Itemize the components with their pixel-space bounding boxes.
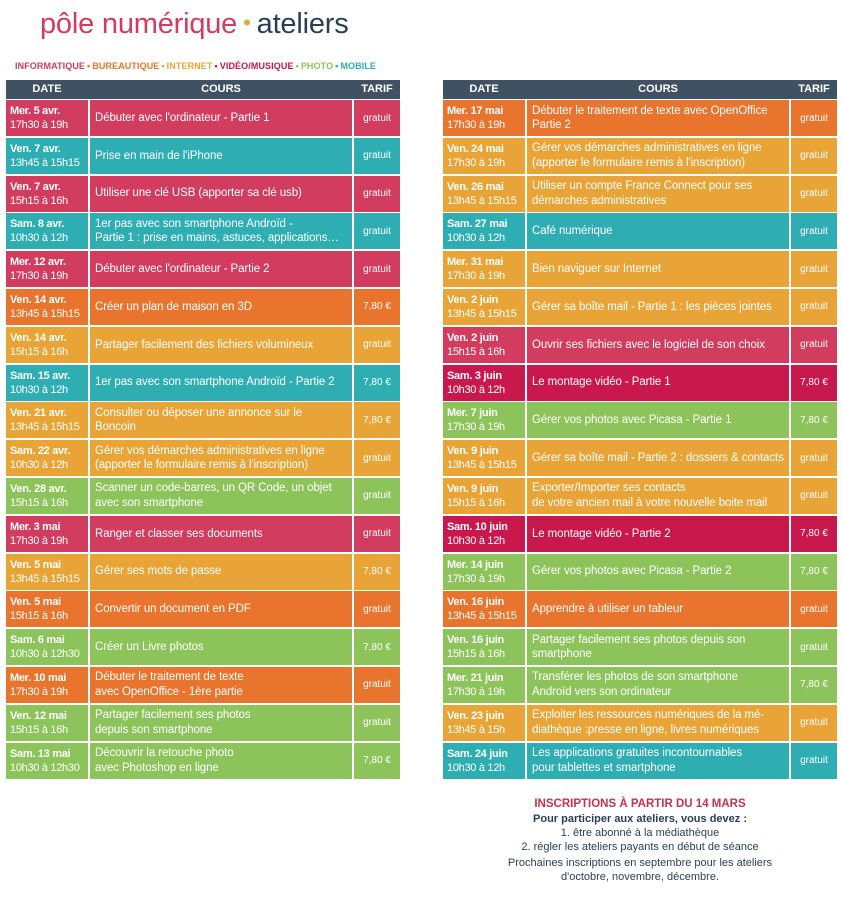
table-row (443, 176, 837, 212)
session-time: 13h45 à 15h15 (447, 307, 517, 320)
session-time: 15h15 à 16h (447, 648, 505, 661)
course-cell: Gérer vos photos avec Picasa - Partie 2 (527, 554, 789, 590)
date-cell (6, 289, 88, 325)
session-time: 17h30 à 19h (10, 534, 68, 547)
price-cell: gratuit (791, 629, 837, 665)
session-day: Ven. 9 juin (447, 445, 499, 458)
price-cell: gratuit (791, 176, 837, 212)
session-day: Ven. 9 juin (447, 482, 499, 495)
course-cell: Débuter avec l'ordinateur - Partie 1 (90, 100, 352, 136)
session-day: Ven. 16 juin (447, 596, 504, 609)
date-cell (6, 667, 88, 703)
date-cell (443, 516, 525, 552)
session-time: 13h45 à 15h15 (10, 156, 80, 169)
course-cell: Ouvrir ses fichiers avec le logiciel de son choix (527, 327, 789, 363)
session-time: 17h30 à 19h (10, 119, 68, 131)
date-cell (443, 213, 525, 249)
date-cell (6, 629, 88, 665)
table-row (6, 705, 400, 741)
registration-step: 2. régler les ateliers payants en début de séance (521, 841, 759, 853)
date-cell (443, 100, 525, 136)
price-cell: 7,80 € (791, 365, 837, 401)
price-cell: gratuit (354, 478, 400, 514)
price-cell: 7,80 € (354, 743, 400, 779)
price-cell: gratuit (791, 743, 837, 779)
session-time: 15h15 à 16h (447, 496, 505, 509)
price-cell: gratuit (354, 516, 400, 552)
session-day: Mer. 7 juin (447, 407, 498, 420)
date-cell (443, 365, 525, 401)
table-row (6, 629, 400, 665)
course-cell: Les applications gratuites incontournables pour tablettes et smartphone (527, 743, 789, 779)
course-cell: Gérer vos démarches administratives en ligne (apporter le formulaire remis à l'inscription) (527, 138, 789, 174)
session-time: 10h30 à 12h (10, 459, 68, 472)
session-day: Ven. 14 avr. (10, 293, 67, 306)
date-cell (6, 213, 88, 249)
session-day: Sam. 24 juin (447, 747, 508, 760)
session-day: Mer. 5 avr. (10, 105, 60, 117)
price-cell: gratuit (791, 213, 837, 249)
header-date: DATE (469, 83, 499, 95)
price-cell: gratuit (791, 289, 837, 325)
price-cell: gratuit (354, 251, 400, 287)
table-row (443, 629, 837, 665)
course-cell: Consulter ou déposer une annonce sur le Boncoin (90, 402, 352, 438)
session-day: Ven. 14 avr. (10, 331, 67, 344)
registration-step: 1. être abonné à la médiathèque (560, 827, 720, 839)
date-cell (6, 251, 88, 287)
table-row (443, 251, 837, 287)
session-day: Sam. 22 avr. (10, 445, 71, 458)
date-cell (6, 100, 88, 136)
session-day: Sam. 13 mai (10, 747, 71, 760)
session-day: Mer. 12 avr. (10, 256, 66, 269)
price-cell: 7,80 € (354, 629, 400, 665)
session-time: 17h30 à 19h (447, 119, 505, 131)
next-registration-note: Prochaines inscriptions en septembre pour les ateliers d'octobre, novembre, décembre. (507, 857, 773, 883)
date-cell (6, 176, 88, 212)
header-date: DATE (32, 83, 62, 95)
course-cell: Transférer les photos de son smartphone Androïd vers son ordinateur (527, 667, 789, 703)
date-cell (6, 516, 88, 552)
legend-category: INFORMATIQUE (15, 61, 86, 71)
session-time: 17h30 à 19h (447, 156, 505, 169)
date-cell (443, 440, 525, 476)
header-price: TARIF (361, 83, 393, 95)
date-cell (443, 591, 525, 627)
session-day: Ven. 28 avr. (10, 482, 67, 495)
session-day: Ven. 5 mai (10, 596, 61, 609)
course-cell: Bien naviguer sur Internet (527, 251, 789, 287)
session-day: Mer. 31 mai (447, 256, 504, 269)
course-cell: Gérer vos démarches administratives en ligne (apporter le formulaire remis à l'inscription) (90, 440, 352, 476)
table-row (443, 516, 837, 552)
session-time: 13h45 à 15h15 (447, 459, 517, 472)
session-time: 10h30 à 12h (447, 232, 505, 245)
course-cell: Créer un plan de maison en 3D (90, 289, 352, 325)
session-time: 15h15 à 16h (10, 194, 68, 207)
price-cell: 7,80 € (354, 402, 400, 438)
session-day: Ven. 23 juin (447, 709, 504, 722)
date-cell (443, 629, 525, 665)
date-cell (443, 138, 525, 174)
table-row (6, 591, 400, 627)
session-time: 17h30 à 19h (10, 270, 68, 283)
price-cell: gratuit (354, 667, 400, 703)
date-cell (6, 402, 88, 438)
session-time: 10h30 à 12h30 (10, 648, 80, 661)
date-cell (443, 402, 525, 438)
legend-separator: • (87, 61, 91, 71)
page-title (40, 6, 349, 44)
session-time: 10h30 à 12h (447, 383, 505, 396)
table-row (6, 516, 400, 552)
session-time: 13h45 à 15h15 (10, 307, 80, 320)
session-time: 15h15 à 16h (10, 345, 68, 358)
session-day: Mer. 14 juin (447, 558, 504, 571)
course-cell: Apprendre à utiliser un tableur (527, 591, 789, 627)
session-day: Ven. 26 mai (447, 180, 504, 193)
session-time: 17h30 à 19h (447, 685, 505, 698)
price-cell: 7,80 € (354, 289, 400, 325)
course-cell: Exploiter les ressources numériques de la mé- diathèque :presse en ligne, livres numériques (527, 705, 789, 741)
session-time: 13h45 à 15h (447, 723, 505, 736)
legend-category: INTERNET (166, 61, 213, 71)
date-cell (443, 667, 525, 703)
course-cell: Utiliser un compte France Connect pour ses démarches administratives (527, 176, 789, 212)
course-cell: Gérer vos photos avec Picasa - Partie 1 (527, 402, 789, 438)
header-course: COURS (638, 83, 678, 95)
date-cell (6, 554, 88, 590)
course-cell: Gérer sa boîte mail - Partie 2 : dossiers & contacts (527, 440, 789, 476)
table-row (443, 289, 837, 325)
session-day: Ven. 24 mai (447, 142, 504, 155)
session-day: Ven. 21 avr. (10, 407, 67, 420)
session-day: Ven. 7 avr. (10, 180, 61, 193)
table-row (443, 440, 837, 476)
session-time: 15h15 à 16h (10, 610, 68, 623)
legend-category: VIDÉO/MUSIQUE (219, 61, 294, 71)
date-cell (6, 591, 88, 627)
table-row (6, 289, 400, 325)
legend-category: BUREAUTIQUE (92, 61, 160, 71)
session-day: Sam. 15 avr. (10, 369, 71, 382)
course-cell: Partager facilement ses photos depuis son smartphone (527, 629, 789, 665)
course-cell: Scanner un code-barres, un QR Code, un objet avec son smartphone (90, 478, 352, 514)
table-row (6, 667, 400, 703)
date-cell (443, 554, 525, 590)
price-cell: 7,80 € (354, 554, 400, 590)
price-cell: gratuit (354, 327, 400, 363)
table-row (6, 176, 400, 212)
session-day: Ven. 7 avr. (10, 142, 61, 155)
course-cell: 1er pas avec son smartphone Androïd - Partie 1 : prise en mains, astuces, applications… (90, 213, 352, 249)
date-cell (443, 478, 525, 514)
date-cell (443, 743, 525, 779)
course-cell: Utiliser une clé USB (apporter sa clé usb) (90, 176, 352, 212)
table-row (6, 402, 400, 438)
price-cell: gratuit (354, 591, 400, 627)
table-row (443, 478, 837, 514)
course-cell: Débuter avec l'ordinateur - Partie 2 (90, 251, 352, 287)
date-cell (6, 705, 88, 741)
session-day: Sam. 27 mai (447, 218, 508, 231)
course-cell: Gérer sa boîte mail - Partie 1 : les pièces jointes (527, 289, 789, 325)
session-time: 10h30 à 12h (10, 383, 68, 396)
session-time: 17h30 à 19h (447, 270, 505, 283)
course-cell: Prise en main de l'iPhone (90, 138, 352, 174)
table-header (443, 80, 837, 99)
category-legend (15, 61, 376, 71)
course-cell: Créer un Livre photos (90, 629, 352, 665)
title-separator: • (243, 10, 251, 35)
legend-category: PHOTO (300, 61, 334, 71)
course-cell: Débuter le traitement de texte avec OpenOffice Partie 2 (527, 100, 789, 136)
header-price: TARIF (798, 83, 830, 95)
price-cell: gratuit (354, 138, 400, 174)
table-row (6, 251, 400, 287)
title-sub: ateliers (256, 8, 349, 40)
table-header (6, 80, 400, 99)
session-time: 13h45 à 15h15 (447, 194, 517, 207)
legend-separator: • (214, 61, 218, 71)
table-row (443, 138, 837, 174)
table-row (443, 365, 837, 401)
course-cell: Café numérique (527, 213, 789, 249)
session-time: 10h30 à 12h (447, 534, 505, 547)
table-row (6, 440, 400, 476)
price-cell: 7,80 € (791, 667, 837, 703)
title-main: pôle numérique (40, 8, 238, 40)
session-day: Sam. 6 mai (10, 634, 65, 647)
session-time: 13h45 à 15h15 (10, 421, 80, 434)
price-cell: gratuit (354, 213, 400, 249)
registration-info (443, 797, 837, 884)
session-time: 10h30 à 12h (10, 232, 68, 245)
table-row (6, 327, 400, 363)
price-cell: gratuit (791, 327, 837, 363)
price-cell: gratuit (791, 440, 837, 476)
table-row (443, 213, 837, 249)
session-day: Sam. 10 juin (447, 520, 508, 533)
session-time: 17h30 à 19h (447, 572, 505, 585)
session-day: Sam. 3 juin (447, 369, 502, 382)
registration-heading: INSCRIPTIONS À PARTIR DU 14 MARS (534, 798, 746, 810)
session-time: 15h15 à 16h (10, 723, 68, 736)
price-cell: 7,80 € (354, 365, 400, 401)
course-cell: Découvrir la retouche photo avec Photoshop en ligne (90, 743, 352, 779)
table-row (6, 743, 400, 779)
date-cell (443, 176, 525, 212)
session-time: 13h45 à 15h15 (447, 610, 517, 623)
date-cell (6, 743, 88, 779)
legend-category: MOBILE (340, 61, 377, 71)
price-cell: gratuit (354, 705, 400, 741)
course-cell: Exporter/Importer ses contacts de votre ancien mail à votre nouvelle boite mail (527, 478, 789, 514)
session-time: 17h30 à 19h (447, 421, 505, 434)
price-cell: gratuit (791, 705, 837, 741)
course-cell: Débuter le traitement de texte avec OpenOffice - 1ère partie (90, 667, 352, 703)
price-cell: gratuit (354, 440, 400, 476)
table-row (443, 100, 837, 136)
price-cell: 7,80 € (791, 402, 837, 438)
price-cell: 7,80 € (791, 554, 837, 590)
date-cell (6, 365, 88, 401)
session-day: Mer. 3 mai (10, 520, 61, 533)
session-time: 13h45 à 15h15 (10, 572, 80, 585)
session-day: Mer. 10 mai (10, 671, 67, 684)
table-row (6, 478, 400, 514)
session-day: Ven. 2 juin (447, 331, 499, 344)
date-cell (443, 705, 525, 741)
header-course: COURS (201, 83, 241, 95)
course-cell: Le montage vidéo - Partie 1 (527, 365, 789, 401)
course-cell: Le montage vidéo - Partie 2 (527, 516, 789, 552)
registration-subheading: Pour participer aux ateliers, vous devez : (533, 813, 747, 825)
session-day: Sam. 8 avr. (10, 218, 65, 231)
session-day: Ven. 12 mai (10, 709, 67, 722)
session-time: 10h30 à 12h30 (10, 761, 80, 774)
session-day: Mer. 21 juin (447, 671, 504, 684)
course-cell: 1er pas avec son smartphone Androïd - Partie 2 (90, 365, 352, 401)
session-time: 17h30 à 19h (10, 685, 68, 698)
course-cell: Ranger et classer ses documents (90, 516, 352, 552)
session-day: Mer. 17 mai (447, 105, 504, 117)
table-row (443, 667, 837, 703)
table-row (443, 705, 837, 741)
session-time: 15h15 à 16h (447, 345, 505, 358)
schedule-table-right (443, 80, 837, 780)
table-row (6, 213, 400, 249)
course-cell: Partager facilement des fichiers volumineux (90, 327, 352, 363)
price-cell: gratuit (791, 138, 837, 174)
price-cell: gratuit (791, 478, 837, 514)
date-cell (6, 478, 88, 514)
session-day: Ven. 5 mai (10, 558, 61, 571)
table-row (6, 100, 400, 136)
course-cell: Convertir un document en PDF (90, 591, 352, 627)
date-cell (443, 289, 525, 325)
legend-separator: • (295, 61, 299, 71)
schedule-table-left (6, 80, 400, 780)
price-cell: gratuit (791, 591, 837, 627)
price-cell: gratuit (791, 100, 837, 136)
date-cell (6, 440, 88, 476)
table-row (443, 327, 837, 363)
date-cell (443, 251, 525, 287)
course-cell: Partager facilement ses photos depuis son smartphone (90, 705, 352, 741)
table-row (443, 402, 837, 438)
session-time: 15h15 à 16h (10, 496, 68, 509)
date-cell (6, 327, 88, 363)
table-row (443, 743, 837, 779)
date-cell (6, 138, 88, 174)
legend-separator: • (335, 61, 339, 71)
session-day: Ven. 16 juin (447, 634, 504, 647)
table-row (6, 138, 400, 174)
table-row (443, 554, 837, 590)
table-row (6, 365, 400, 401)
course-cell: Gérer ses mots de passe (90, 554, 352, 590)
price-cell: 7,80 € (791, 516, 837, 552)
table-row (6, 554, 400, 590)
legend-separator: • (161, 61, 165, 71)
table-row (443, 591, 837, 627)
price-cell: gratuit (354, 176, 400, 212)
price-cell: gratuit (354, 100, 400, 136)
session-time: 10h30 à 12h (447, 761, 505, 774)
date-cell (443, 327, 525, 363)
price-cell: gratuit (791, 251, 837, 287)
session-day: Ven. 2 juin (447, 293, 499, 306)
